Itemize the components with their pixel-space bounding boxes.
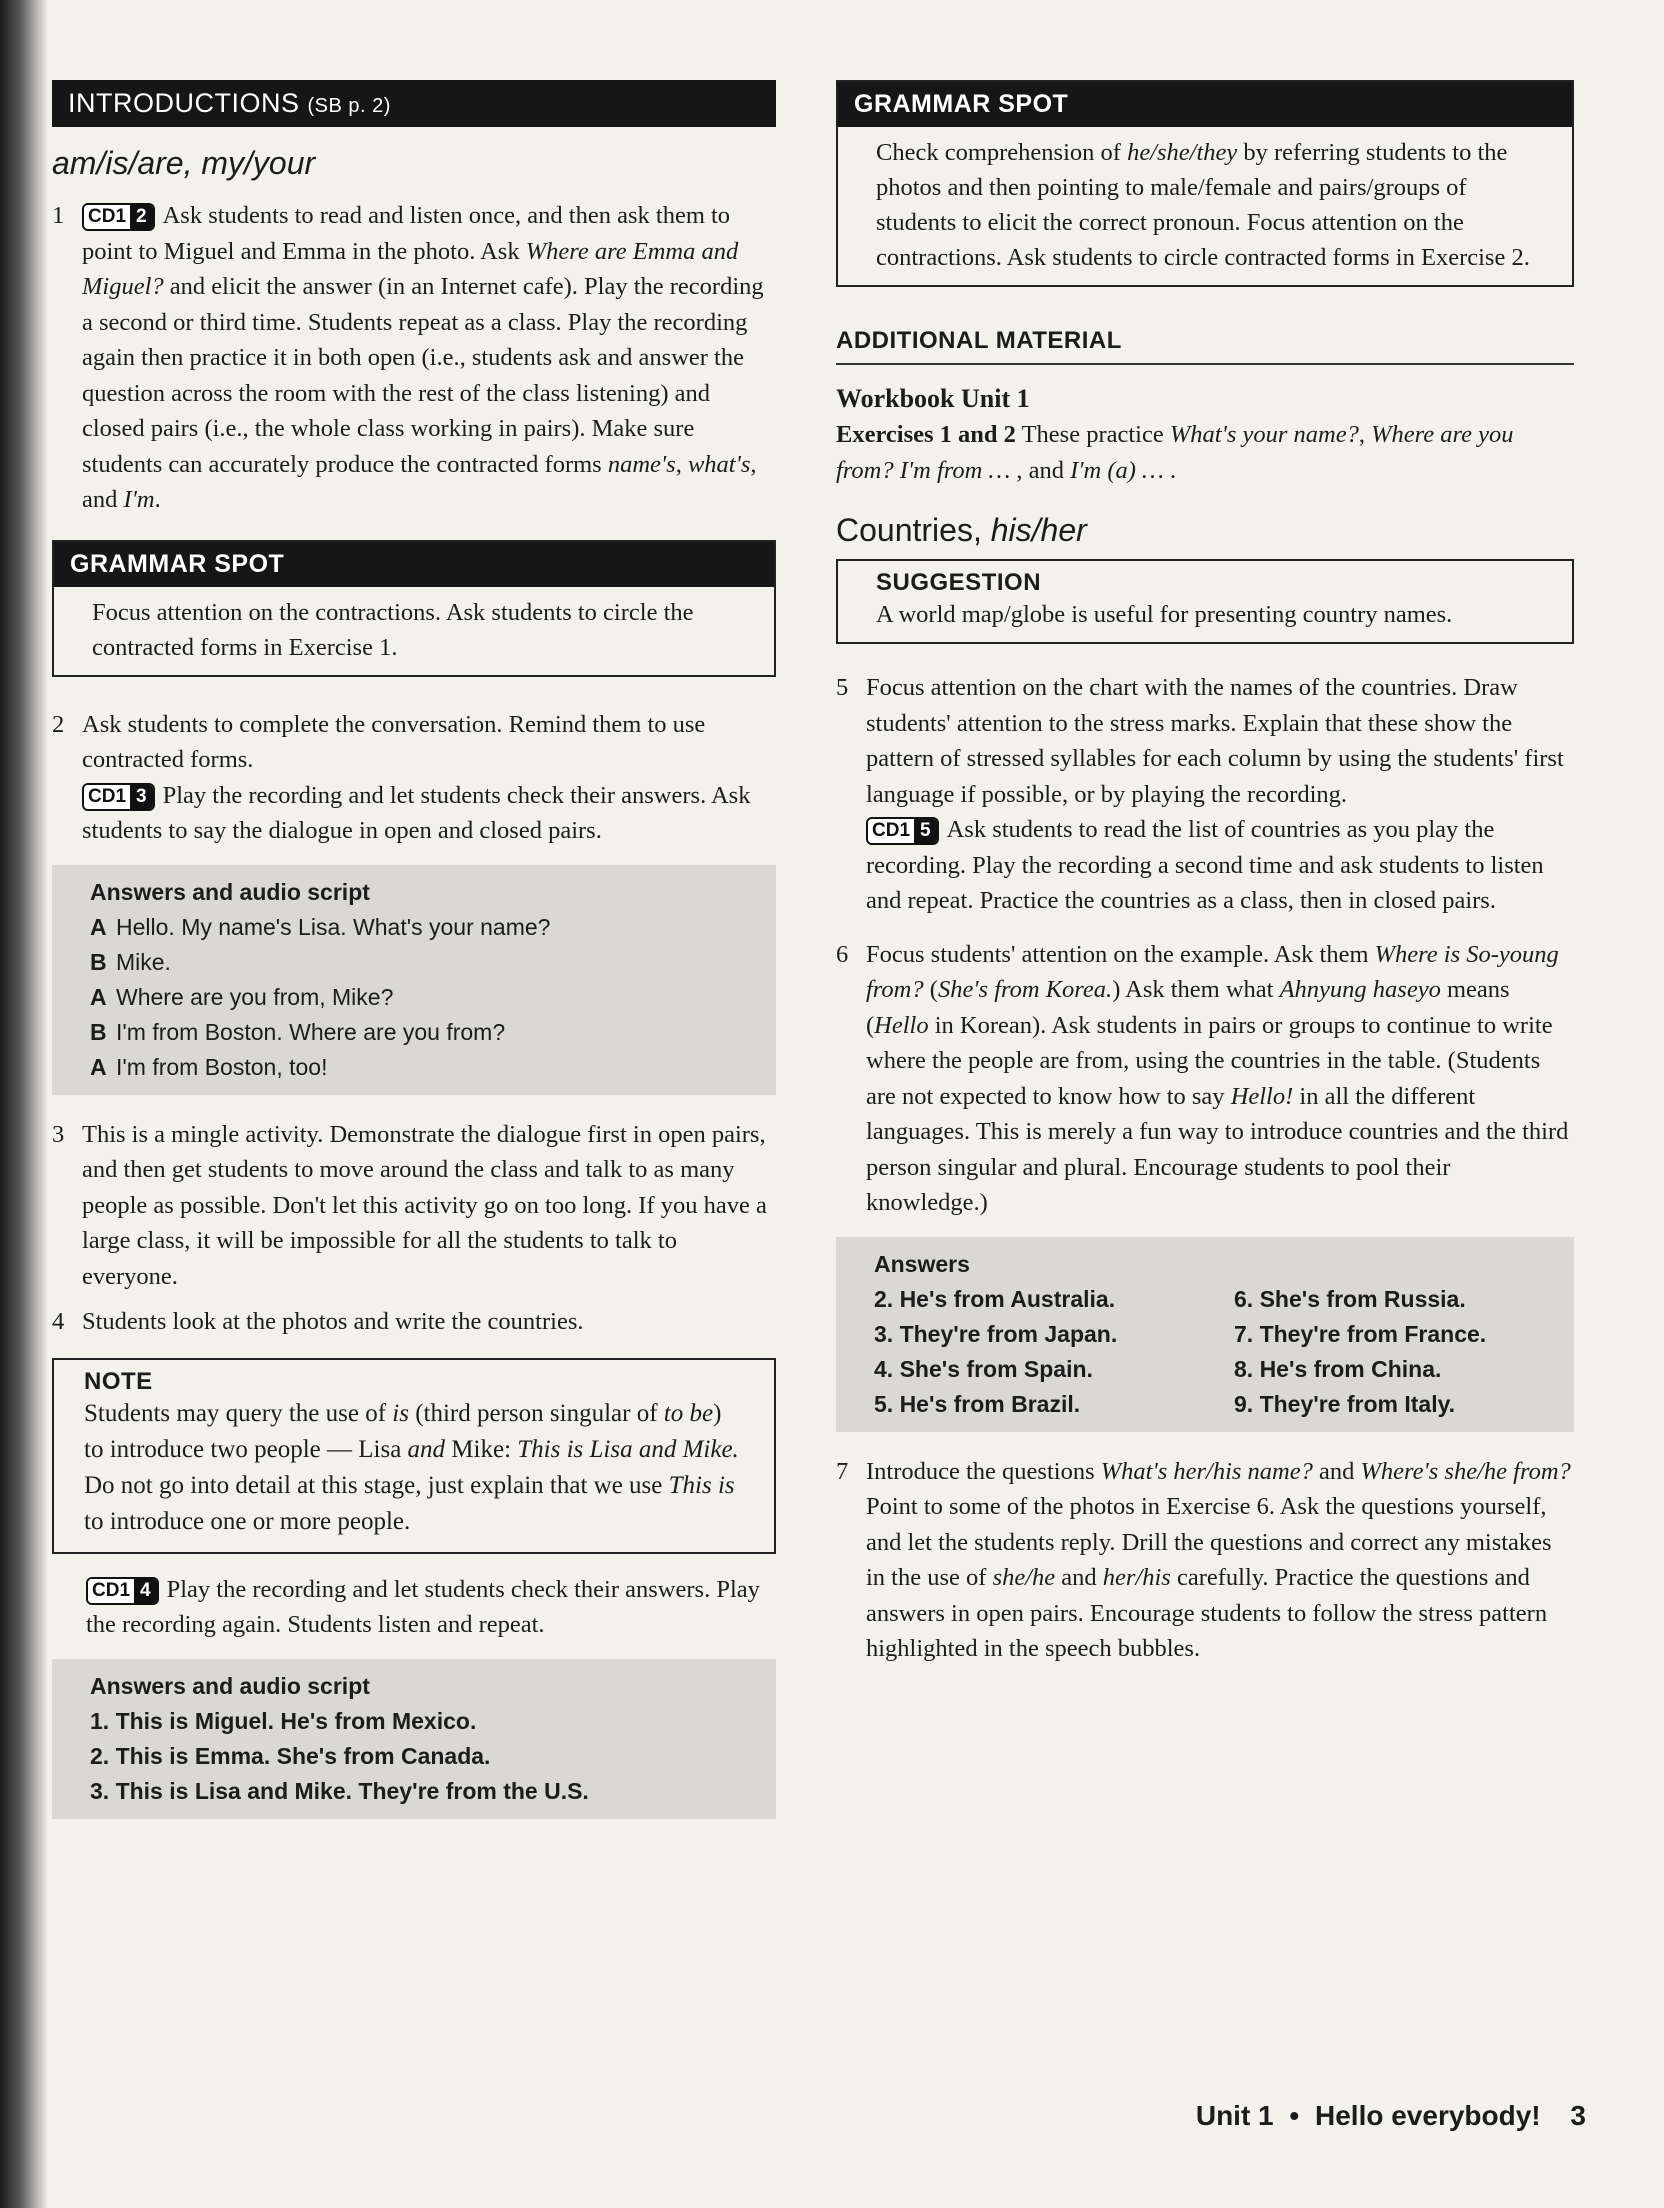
answer-item: 2. He's from Australia.	[874, 1285, 1116, 1312]
right-column	[836, 80, 1574, 1667]
grammar-spot-box-1: GRAMMAR SPOT Focus attention on the contractions. Ask students to circle the contracted forms in Exercise 1.	[52, 540, 776, 677]
exercise-7: 7 Introduce the questions What's her/his name? and Where's she/he from? Point to some of the photos in Exercise 6. Ask the questions yourself, and let the students reply. Drill the questions and correct any mistakes in the use of she/he and her/his carefully. Practice the questions and answers in open pairs. Encourage students to follow the stress pattern highlighted in the speech bubbles.	[836, 1457, 1571, 1662]
cd-track-badge: CD1 2	[82, 203, 155, 231]
answer-item: 3. They're from Japan.	[874, 1320, 1118, 1347]
page-number: 3	[1570, 2100, 1586, 2131]
exercise-3: 3 This is a mingle activity. Demonstrate the dialogue first in open pairs, and then get students to move around the class and talk to as many people as possible. Don't let this activity go on too long. If you have a large class, it will be impossible for all the students to talk to everyone.	[52, 1120, 767, 1290]
dialogue-line: B Mike.	[90, 948, 171, 975]
grammar-spot-title: GRAMMAR SPOT	[54, 542, 774, 587]
answer-item: 9. They're from Italy.	[1234, 1390, 1456, 1417]
exercise-2: 2 Ask students to complete the conversation. Remind them to use contracted forms. CD1 3 Play the recording and let students check their answers. Ask students to say the dialogue in open and closed pairs.	[52, 710, 751, 844]
dialogue-line: A I'm from Boston, too!	[90, 1053, 328, 1080]
exercise-6: 6 Focus students' attention on the example. Ask them Where is So-young from? (She's from Korea.) Ask them what Ahnyung haseyo means (Hello in Korean). Ask students in pairs or groups to continue to write where the people are from, using the countries in the table. (Students are not expected to know how to say Hello! in all the different languages. This is merely a fun way to introduce countries and the third person singular and plural. Encourage students to pool their knowledge.)	[836, 940, 1569, 1216]
workbook-unit: Workbook Unit 1	[836, 384, 1030, 413]
answers-audio-script-1: Answers and audio script A Hello. My name's Lisa. What's your name? B Mike. A Where are you from, Mike? B I'm from Boston. Where are you from? A I'm from Boston, too!	[52, 865, 776, 1095]
note-box: NOTE Students may query the use of is (third person singular of to be) to introduce two people — Lisa and Mike: This is Lisa and Mike. Do not go into detail at this stage, just explain that we use This is to introduce one or more people.	[52, 1358, 776, 1554]
subheading-countries: Countries, his/her	[836, 512, 1087, 548]
exercise-4-recording: CD1 4 Play the recording and let students check their answers. Play the recording again. Students listen and repeat.	[86, 1575, 760, 1638]
page-footer: Unit 1 • Hello everybody! 3	[1195, 2100, 1586, 2131]
exercise-4: 4 Students look at the photos and write the countries.	[52, 1308, 584, 1335]
additional-material-heading: ADDITIONAL MATERIAL	[836, 327, 1574, 365]
grammar-spot-box-2: GRAMMAR SPOT Check comprehension of he/she/they by referring students to the photos and then pointing to male/female and pairs/groups of students to elicit the correct pronoun. Focus attention on the contractions. Ask students to circle contracted forms in Exercise 2.	[836, 80, 1574, 287]
cd-track-badge: CD1 5	[866, 817, 939, 845]
cd-track-badge: CD1 4	[86, 1577, 159, 1605]
cd-track-badge: CD1 3	[82, 783, 155, 811]
workbook-exercises: Exercises 1 and 2 These practice What's your name?, Where are you from? I'm from … , and I'm (a) … .	[836, 421, 1514, 484]
dialogue-line: B I'm from Boston. Where are you from?	[90, 1018, 506, 1045]
grammar-spot-title: GRAMMAR SPOT	[838, 82, 1572, 127]
answer-item: 8. He's from China.	[1234, 1355, 1442, 1382]
answer-item: 7. They're from France.	[1234, 1320, 1487, 1347]
answer-item: 4. She's from Spain.	[874, 1355, 1093, 1382]
dialogue-line: A Where are you from, Mike?	[90, 983, 394, 1010]
binding-shadow	[0, 0, 48, 2208]
subheading-am-is-are: am/is/are, my/your	[52, 145, 316, 181]
answer-item: 5. He's from Brazil.	[874, 1390, 1081, 1417]
section-header-introductions: INTRODUCTIONS (SB p. 2)	[52, 80, 776, 127]
exercise-5: 5 Focus attention on the chart with the names of the countries. Draw students' attention to the stress marks. Explain that these show the pattern of stressed syllables for each column by using the students' first language if possible, or by playing the recording. CD1 5 Ask students to read the list of countries as you play the recording. Play the recording a second time and ask students to listen and repeat. Practice the countries as a class, then in closed pairs.	[836, 674, 1564, 914]
answer-item: 6. She's from Russia.	[1234, 1285, 1466, 1312]
dialogue-line: A Hello. My name's Lisa. What's your name?	[90, 913, 551, 940]
answers-countries: Answers 2. He's from Australia. 6. She's from Russia. 3. They're from Japan. 7. They're from France. 4. She's from Spain. 8. He's from China. 5. He's from Brazil. 9. They're from Italy.	[836, 1237, 1574, 1432]
answers-audio-script-2: Answers and audio script 1. This is Miguel. He's from Mexico. 2. This is Emma. She's from Canada. 3. This is Lisa and Mike. They're from the U.S.	[52, 1659, 776, 1819]
suggestion-box: SUGGESTION A world map/globe is useful for presenting country names.	[836, 559, 1574, 644]
left-column	[52, 80, 776, 1819]
exercise-1: 1 CD1 2 Ask students to read and listen once, and then ask them to point to Miguel and Emma in the photo. Ask Where are Emma and Miguel? and elicit the answer (in an Internet cafe). Play the recording a second or third time. Students repeat as a class. Play the recording again then practice it in both open (i.e., students ask and answer the question across the room with the rest of the class listening) and closed pairs (i.e., the whole class working in pairs). Make sure students can accurately produce the contracted forms name's, what's, and I'm.	[52, 202, 764, 513]
